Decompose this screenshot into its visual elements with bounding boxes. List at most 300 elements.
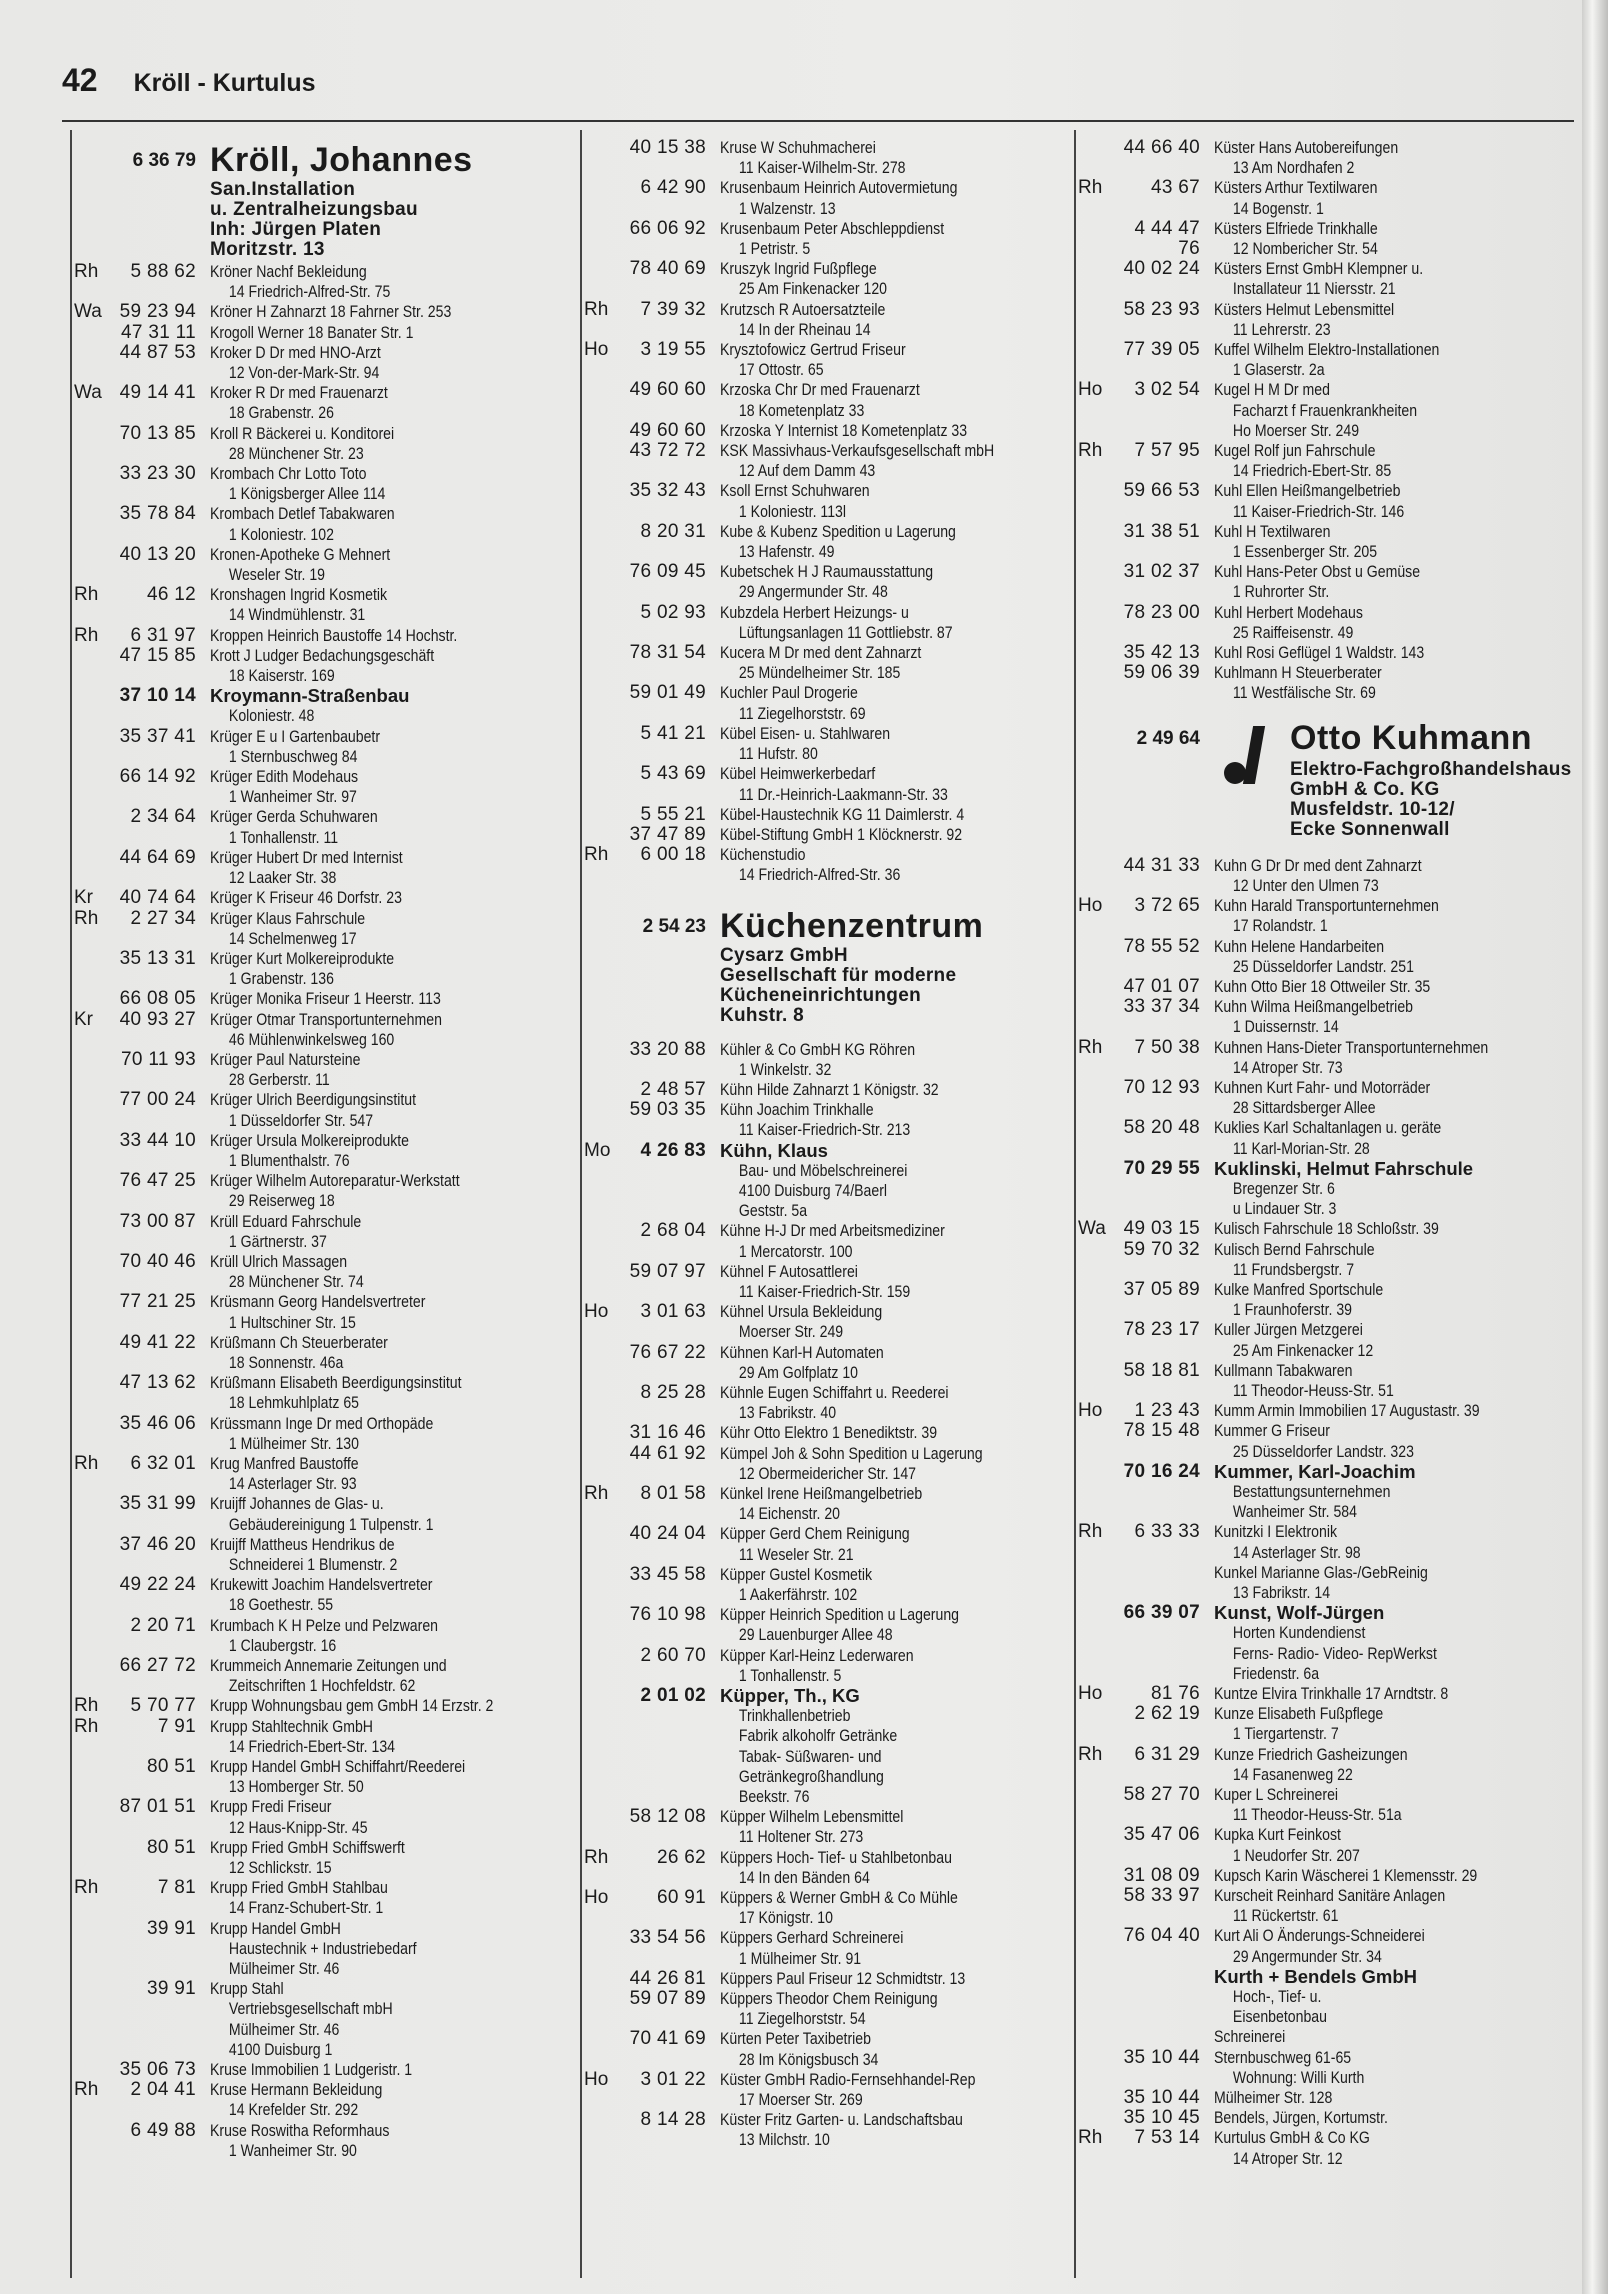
entry-text [1214, 1159, 1578, 1220]
phone-number: 80 51 [146, 1836, 196, 1858]
district-code [74, 1171, 110, 1211]
district-code: Rh [74, 1695, 99, 1717]
entry-address: 14 In der Rheinau 14 [738, 320, 871, 339]
entry-name: Küster GmbH Radio-Fernsehhandel-Rep [720, 2070, 976, 2089]
entry-text [210, 424, 614, 464]
phone-number: 76 67 22 [629, 1341, 706, 1363]
directory-entry [584, 643, 1054, 683]
entry-name: Krüger Klaus Fahrschule [210, 909, 366, 928]
entry-text [1214, 1603, 1578, 1684]
phone-number: 33 44 10 [119, 1129, 196, 1151]
district-code [1078, 219, 1114, 259]
phone-number: 35 78 84 [119, 503, 196, 525]
directory-entry [584, 1848, 1054, 1888]
district-code: Rh [1078, 440, 1103, 462]
entry-address: 11 Kaiser-Friedrich-Str. 213 [738, 1121, 911, 1140]
entry-text [1214, 1967, 1578, 2028]
directory-entry [584, 2070, 1054, 2110]
phone-number: 49 60 60 [629, 379, 706, 401]
directory-entry [584, 259, 1054, 299]
entry-address: 1 Gärtnerstr. 37 [228, 1232, 327, 1251]
entry-text [1214, 1219, 1578, 1239]
entry-name: Küpper Wilhelm Lebensmittel [720, 1808, 904, 1827]
district-code [74, 343, 110, 383]
phone-number: 44 64 69 [119, 846, 196, 868]
entry-name: Schreinerei [1214, 2028, 1286, 2047]
entry-address: 29 Lauenburger Allee 48 [738, 1626, 893, 1645]
entry-text [720, 2070, 1054, 2110]
phone-number: 49 14 41 [119, 382, 196, 404]
entry-text [720, 1484, 1054, 1524]
directory-entry [584, 522, 1054, 562]
entry-address: 1 Aakerfährstr. 102 [738, 1586, 858, 1604]
entry-address: Fabrik alkoholfr Getränke [738, 1727, 898, 1746]
entry-text [720, 1444, 1054, 1484]
phone-number: 70 16 24 [1123, 1460, 1200, 1482]
district-code [584, 1686, 620, 1807]
entry-name: Kühler & Co GmbH KG Röhren [720, 1040, 916, 1059]
entry-name: Kuffel Wilhelm Elektro-Installationen [1214, 341, 1440, 360]
entry-address: 1 Mercatorstr. 100 [738, 1242, 853, 1261]
directory-entry [584, 1262, 1054, 1302]
district-code [584, 441, 620, 481]
entry-name: Krüger Gerda Schuhwaren [210, 808, 378, 827]
entry-text [210, 1131, 614, 1171]
entry-address: 28 Im Königsbusch 34 [738, 2050, 879, 2069]
entry-address: 1 Tiergartenstr. 7 [1232, 1725, 1339, 1744]
entry-address: 12 Obermeidericher Str. 147 [738, 1464, 916, 1483]
district-code [1078, 481, 1114, 521]
directory-entry [584, 1040, 1054, 1080]
advertisement-line: Kücheneinrichtungen [720, 984, 921, 1006]
entry-address: 18 Grabenstr. 26 [228, 404, 334, 423]
district-code [584, 1524, 620, 1564]
entry-name: Kummer G Friseur [1214, 1422, 1330, 1441]
entry-address: 1 Glaserstr. 2a [1232, 361, 1325, 380]
entry-name: Krogoll Werner 18 Banater Str. 1 [210, 323, 414, 342]
entry-name: Küsters Elfriede Trinkhalle [1214, 219, 1378, 238]
directory-entry [1078, 1401, 1578, 1421]
phone-number: 8 20 31 [640, 520, 706, 542]
district-code [74, 1333, 110, 1373]
phone-number: 33 20 88 [629, 1038, 706, 1060]
phone-number: 87 01 51 [119, 1796, 196, 1818]
entry-name: Kuhl Rosi Geflügel 1 Waldstr. 143 [1214, 644, 1425, 663]
district-code [74, 1050, 110, 1090]
district-code: Kr [74, 1008, 93, 1030]
district-code [584, 643, 620, 683]
directory-entry [74, 1919, 614, 1980]
directory-entry [584, 845, 1054, 885]
phone-number: 60 91 [656, 1887, 706, 1909]
district-code: Wa [1078, 1218, 1106, 1240]
district-code [1078, 1704, 1114, 1744]
district-code [584, 805, 620, 825]
entry-name: Krusenbaum Heinrich Autovermietung [720, 179, 958, 198]
entry-name: Krupp Fredi Friseur [210, 1798, 332, 1817]
entry-text [210, 1333, 614, 1373]
directory-entry [74, 2060, 614, 2080]
entry-address: 25 Raiffeisenstr. 49 [1232, 623, 1354, 642]
entry-name: Krüll Ulrich Massagen [210, 1252, 348, 1271]
entry-name: Kunkel Marianne Glas-/GebReinig [1214, 1563, 1428, 1582]
entry-text [720, 845, 1054, 885]
entry-address: Bregenzer Str. 6 [1232, 1179, 1335, 1198]
entry-text [720, 1040, 1054, 1080]
entry-name: Krusenbaum Peter Abschleppdienst [720, 219, 945, 238]
entry-text [720, 1928, 1054, 1968]
entry-text [1214, 1825, 1578, 1865]
entry-name: Kuhl Ellen Heißmangelbetrieb [1214, 482, 1401, 501]
phone-number: 5 41 21 [640, 722, 706, 744]
entry-address: 11 Ziegelhorststr. 54 [738, 2010, 866, 2029]
entry-address: 25 Am Finkenacker 120 [738, 280, 888, 299]
entry-text [720, 481, 1054, 521]
entry-text [210, 545, 614, 585]
entry-text [1214, 2048, 1578, 2088]
entry-name: Kulisch Bernd Fahrschule [1214, 1240, 1375, 1259]
phone-number: 43 67 [1150, 177, 1200, 199]
directory-entry [74, 1797, 614, 1837]
directory-entry [1078, 340, 1578, 380]
district-code: Wa [74, 382, 102, 404]
entry-text [720, 764, 1054, 804]
directory-entry [1078, 300, 1578, 340]
advertisement-title: Küchenzentrum [720, 906, 984, 945]
district-code [1078, 663, 1114, 703]
entry-address: 12 Auf dem Damm 43 [738, 462, 876, 481]
directory-entry [74, 1656, 614, 1696]
listing-column-2 [584, 138, 1054, 2268]
entry-address: 11 Rückertstr. 61 [1232, 1907, 1339, 1926]
entry-name: Krüger Wilhelm Autoreparatur-Werkstatt [210, 1172, 460, 1191]
entry-text [210, 807, 614, 847]
entry-text [1214, 937, 1578, 977]
phone-number: 47 01 07 [1123, 975, 1200, 997]
directory-entry [1078, 1967, 1578, 2028]
entry-address: 28 Sittardsberger Allee [1232, 1099, 1376, 1118]
directory-entry [584, 178, 1054, 218]
directory-entry [1078, 643, 1578, 663]
directory-entry [584, 1302, 1054, 1342]
entry-name: Kroymann-Straßenbau [210, 686, 410, 707]
phone-number: 7 39 32 [640, 298, 706, 320]
entry-address: 18 Goethestr. 55 [228, 1596, 334, 1615]
phone-number: 40 13 20 [119, 543, 196, 565]
entry-address: 1 Ruhrorter Str. [1232, 583, 1330, 602]
directory-entry [74, 989, 614, 1009]
entry-address: u Lindauer Str. 3 [1232, 1200, 1337, 1219]
entry-name: Kurtulus GmbH & Co KG [1214, 2129, 1370, 2148]
directory-entry [584, 683, 1054, 723]
district-code [74, 1212, 110, 1252]
district-code: Ho [584, 339, 609, 361]
entry-name: Kulke Manfred Sportschule [1214, 1280, 1384, 1299]
district-code: Kr [74, 887, 93, 909]
phone-number: 2 68 04 [640, 1220, 706, 1242]
phone-number: 40 02 24 [1123, 258, 1200, 280]
district-code [74, 949, 110, 989]
entry-address: 14 Bogenstr. 1 [1232, 199, 1324, 218]
directory-entry [74, 2080, 614, 2120]
directory-entry [584, 562, 1054, 602]
entry-address: 13 Homberger Str. 50 [228, 1778, 364, 1797]
entry-text [210, 2080, 614, 2120]
phone-number: 2 62 19 [1134, 1703, 1200, 1725]
entry-address: 46 Mühlenwinkelsweg 160 [228, 1030, 395, 1049]
entry-address: 1 Düsseldorfer Str. 547 [228, 1111, 374, 1130]
entry-text [1214, 1320, 1578, 1360]
entry-text [1214, 1866, 1578, 1886]
phone-number: 76 10 98 [629, 1604, 706, 1626]
directory-entry [1078, 1118, 1578, 1158]
entry-name: Küchenstudio [720, 846, 806, 865]
phone-number: 44 66 40 [1123, 137, 1200, 158]
phone-number: 2 34 64 [130, 806, 196, 828]
district-code [584, 603, 620, 643]
entry-name: Mülheimer Str. 128 [1214, 2089, 1333, 2108]
district-code [584, 1444, 620, 1484]
directory-entry [74, 464, 614, 504]
entry-text [720, 2029, 1054, 2069]
phone-number: 78 55 52 [1123, 935, 1200, 957]
district-code [74, 686, 110, 726]
entry-text [1214, 1078, 1578, 1118]
entry-text [210, 1838, 614, 1878]
phone-number: 59 07 89 [629, 1988, 706, 2010]
directory-entry [74, 767, 614, 807]
phone-number: 33 45 58 [629, 1563, 706, 1585]
district-code [74, 464, 110, 504]
phone-number: 77 00 24 [119, 1089, 196, 1111]
entry-text [210, 989, 614, 1009]
entry-address: 14 Schelmenweg 17 [228, 929, 357, 948]
directory-entry [1078, 1462, 1578, 1523]
entry-address: 25 Mündelheimer Str. 185 [738, 664, 901, 683]
directory-entry [584, 1888, 1054, 1928]
district-code [74, 1838, 110, 1878]
phone-number: 76 47 25 [119, 1170, 196, 1192]
entry-text [1214, 1240, 1578, 1280]
directory-entry [584, 1524, 1054, 1564]
entry-name: Kühnel Ursula Bekleidung [720, 1303, 883, 1322]
entry-text [720, 1302, 1054, 1342]
entry-address: Trinkhallenbetrieb [738, 1707, 851, 1726]
entry-address: 14 Atroper Str. 73 [1232, 1058, 1343, 1077]
phone-number: 47 13 62 [119, 1372, 196, 1394]
district-code [1078, 1563, 1114, 1603]
district-code [584, 1423, 620, 1443]
district-code [1078, 2048, 1114, 2088]
entry-address: 11 Westfälische Str. 69 [1232, 684, 1376, 703]
entry-address: 25 Düsseldorfer Landstr. 251 [1232, 957, 1414, 976]
entry-address: 18 Kaiserstr. 169 [228, 667, 335, 686]
directory-entry [74, 1696, 614, 1716]
phone-number: 77 21 25 [119, 1291, 196, 1313]
entry-text [1214, 259, 1578, 299]
district-code [1078, 977, 1114, 997]
entry-name: Krombach Chr Lotto Toto [210, 465, 367, 484]
entry-text [720, 1807, 1054, 1847]
district-code [1078, 1159, 1114, 1220]
entry-text [720, 340, 1054, 380]
entry-address: 11 Weseler Str. 21 [738, 1545, 854, 1564]
district-code [1078, 300, 1114, 340]
entry-text [1214, 2027, 1578, 2047]
entry-text [720, 1423, 1054, 1443]
entry-address: 14 Atroper Str. 12 [1232, 2149, 1343, 2168]
entry-name: Krüger Otmar Transportunternehmen [210, 1010, 442, 1029]
entry-address: 13 Fabrikstr. 14 [1232, 1584, 1331, 1602]
phone-number: 8 14 28 [640, 2109, 706, 2131]
entry-name: Küppers Theodor Chem Reinigung [720, 1990, 938, 2009]
district-code [74, 807, 110, 847]
phone-number: 35 31 99 [119, 1493, 196, 1515]
phone-number: 7 53 14 [1134, 2127, 1200, 2149]
phone-number: 2 20 71 [130, 1614, 196, 1636]
district-code [584, 522, 620, 562]
entry-text [1214, 441, 1578, 481]
entry-name: Küpper Karl-Heinz Lederwaren [720, 1646, 914, 1665]
entry-text [720, 259, 1054, 299]
district-code [584, 1100, 620, 1140]
directory-entry [584, 481, 1054, 521]
entry-address: 1 Koloniestr. 113l [738, 502, 847, 521]
phone-number: 2 48 57 [640, 1078, 706, 1100]
district-code: Ho [584, 1887, 609, 1909]
directory-entry [74, 323, 614, 343]
entry-text [720, 1383, 1054, 1423]
phone-number: 37 05 89 [1123, 1278, 1200, 1300]
header-rule [62, 120, 1574, 122]
entry-address: Zeitschriften 1 Hochfeldstr. 62 [228, 1677, 416, 1696]
advertisement-block [1214, 718, 1578, 840]
entry-address: Gebäudereinigung 1 Tulpenstr. 1 [228, 1515, 434, 1534]
entry-text [1214, 2088, 1578, 2108]
phone-number: 7 81 [157, 1877, 196, 1899]
district-code: Rh [74, 907, 99, 929]
phone-number: 6 33 33 [1134, 1521, 1200, 1543]
advertisement-line: Moritzstr. 13 [210, 239, 325, 260]
directory-entry [74, 1090, 614, 1130]
entry-address: 1 Hultschiner Str. 15 [228, 1313, 356, 1332]
directory-entry [584, 724, 1054, 764]
district-code [74, 1535, 110, 1575]
entry-text [1214, 178, 1578, 218]
entry-text [720, 1343, 1054, 1383]
directory-entry [1078, 1785, 1578, 1825]
district-code [74, 989, 110, 1009]
phone-number: 58 27 70 [1123, 1784, 1200, 1806]
phone-number: 5 43 69 [640, 763, 706, 785]
entry-name: Kühnen Karl-H Automaten [720, 1343, 884, 1362]
entry-text [720, 1080, 1054, 1100]
phone-number: 47 15 85 [119, 644, 196, 666]
entry-address: 14 Asterlager Str. 93 [228, 1475, 357, 1494]
page-number: 42 [62, 62, 98, 98]
entry-name: Kröner H Zahnarzt 18 Fahrner Str. 253 [210, 303, 452, 322]
phone-number: 70 29 55 [1123, 1157, 1200, 1179]
entry-address: 1 Tonhallenstr. 11 [228, 828, 339, 847]
entry-name: Kunitzki I Elektronik [1214, 1523, 1338, 1542]
advertisement-title: Kröll, Johannes [210, 141, 473, 179]
entry-text [210, 1090, 614, 1130]
phone-number: 35 10 44 [1123, 2046, 1200, 2068]
entry-name: Kuller Jürgen Metzgerei [1214, 1321, 1363, 1340]
entry-address: 18 Kometenplatz 33 [738, 401, 865, 420]
advertisement-line: San.Installation [210, 179, 356, 200]
entry-text [210, 1878, 614, 1918]
district-code [1078, 643, 1114, 663]
entry-name: Kürten Peter Taxibetrieb [720, 2030, 871, 2049]
entry-text [210, 1757, 614, 1797]
directory-entry [74, 1252, 614, 1292]
phone-number: 49 60 60 [629, 419, 706, 441]
entry-address: 1 Essenberger Str. 205 [1232, 543, 1378, 562]
district-code [74, 1797, 110, 1837]
entry-address: 14 In den Bänden 64 [738, 1868, 870, 1887]
district-code [1078, 1866, 1114, 1886]
entry-address: Koloniestr. 48 [228, 707, 315, 726]
district-code: Rh [1078, 2127, 1103, 2149]
district-code [74, 1979, 110, 2060]
directory-entry [1078, 937, 1578, 977]
advertisement-line: Elektro-Fachgroßhandelshaus [1290, 758, 1572, 780]
directory-entry [1078, 219, 1578, 259]
district-code [74, 767, 110, 807]
entry-text [720, 683, 1054, 723]
district-code [584, 724, 620, 764]
entry-name: Kroppen Heinrich Baustoffe 14 Hochstr. [210, 626, 458, 645]
phone-number: 66 08 05 [119, 988, 196, 1010]
entry-name: Krüger Ursula Molkereiprodukte [210, 1131, 409, 1150]
entry-text [1214, 481, 1578, 521]
entry-text [210, 302, 614, 322]
directory-entry [74, 424, 614, 464]
district-code [1078, 603, 1114, 643]
directory-entry [584, 421, 1054, 441]
directory-entry [74, 1575, 614, 1615]
directory-entry [1078, 1280, 1578, 1320]
phone-number: 78 23 17 [1123, 1319, 1200, 1341]
phone-number [1114, 1967, 1214, 2028]
entry-name: Kurscheit Reinhard Sanitäre Anlagen [1214, 1887, 1446, 1906]
entry-text [720, 1848, 1054, 1888]
district-code [74, 1292, 110, 1332]
entry-address: 1 Claubergstr. 16 [228, 1636, 337, 1655]
entry-name: Kubetschek H J Raumausstattung [720, 563, 934, 582]
entry-name: Kuhlmann H Steuerberater [1214, 664, 1382, 683]
district-code [584, 764, 620, 804]
entry-address: 25 Am Finkenacker 12 [1232, 1341, 1374, 1360]
phone-number: 76 09 45 [629, 561, 706, 583]
entry-name: Kruszyk Ingrid Fußpflege [720, 260, 877, 279]
entry-text [210, 1575, 614, 1615]
phone-number: 66 14 92 [119, 766, 196, 788]
district-code [584, 1928, 620, 1968]
entry-address: Friedenstr. 6a [1232, 1664, 1320, 1683]
entry-name: Krug Manfred Baustoffe [210, 1454, 359, 1473]
phone-number: 59 07 97 [629, 1260, 706, 1282]
area-prefix [584, 906, 620, 1026]
entry-text [720, 1565, 1054, 1605]
directory-entry [1078, 1078, 1578, 1118]
advertisement-line: Ecke Sonnenwall [1290, 818, 1450, 840]
phone-number: 5 02 93 [640, 601, 706, 623]
district-code [1078, 1926, 1114, 1966]
district-code: Rh [1078, 177, 1103, 199]
directory-entry [584, 1646, 1054, 1686]
